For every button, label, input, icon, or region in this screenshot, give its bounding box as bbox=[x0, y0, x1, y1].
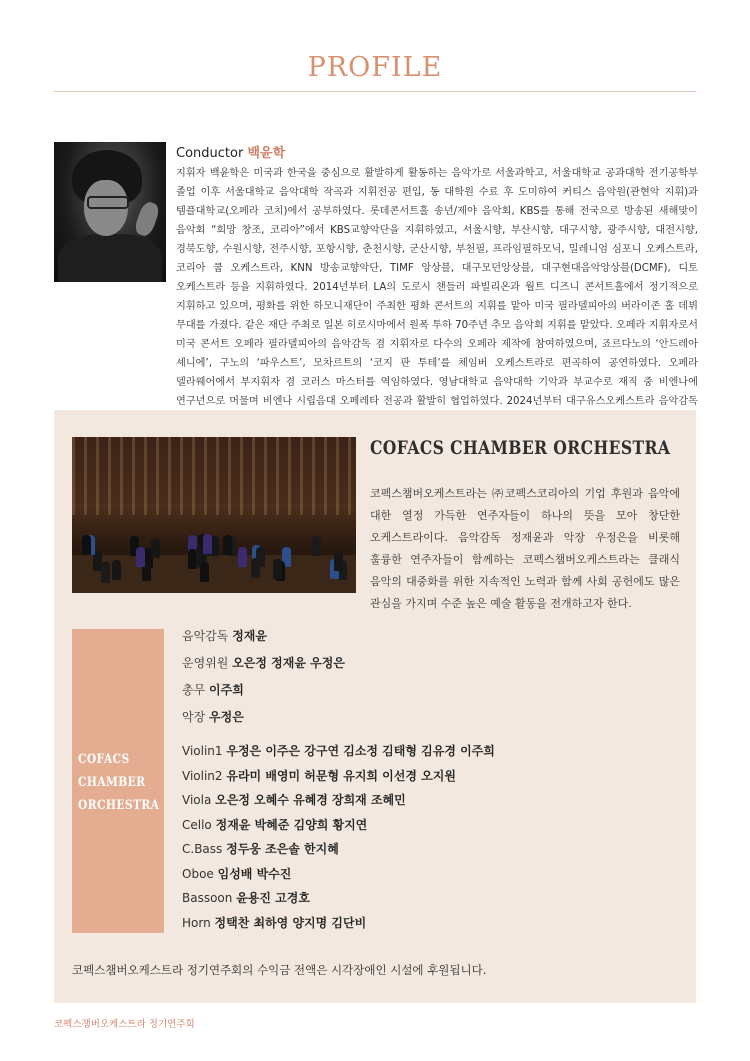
section-names: 우정은 이주은 강구연 김소정 김태형 김유경 이주희 bbox=[226, 744, 495, 758]
musician-figure bbox=[273, 559, 282, 579]
staff-item bbox=[182, 678, 345, 705]
section-role: C.Bass bbox=[182, 842, 223, 856]
staff-item bbox=[182, 651, 345, 678]
musician-figure bbox=[334, 551, 343, 571]
section-names: 정택찬 최하영 양지명 김단비 bbox=[214, 915, 367, 930]
staff-item bbox=[182, 705, 345, 732]
section-item bbox=[182, 789, 495, 814]
musician-figure bbox=[136, 547, 145, 567]
musician-figure bbox=[112, 560, 121, 580]
donation-notice: 코펙스챔버오케스트라 정기연주회의 수익금 전액은 시각장애인 시설에 후원됩니다. bbox=[72, 963, 487, 977]
musician-figure bbox=[151, 538, 160, 558]
section-item bbox=[182, 814, 495, 839]
section-item bbox=[182, 887, 495, 912]
orchestra-side-label bbox=[78, 748, 160, 817]
conductor-heading bbox=[176, 142, 285, 161]
conductor-name: 백윤학 bbox=[247, 146, 286, 161]
musician-figure bbox=[82, 535, 91, 555]
musician-figure bbox=[203, 534, 212, 554]
staff-names: 오은정 정재윤 우정은 bbox=[232, 656, 345, 670]
section-role: Horn bbox=[182, 915, 211, 930]
title-divider bbox=[54, 91, 696, 92]
section-item bbox=[182, 838, 495, 863]
section-names: 임성배 박수진 bbox=[217, 866, 292, 881]
musician-figure bbox=[251, 558, 260, 578]
section-item bbox=[182, 765, 495, 790]
side-label-line: CHAMBER bbox=[78, 775, 146, 790]
section-item bbox=[182, 740, 495, 765]
musician-figure bbox=[101, 563, 110, 583]
portrait-hand bbox=[133, 200, 162, 238]
page-title: PROFILE bbox=[307, 52, 443, 83]
staff-list bbox=[182, 624, 345, 732]
section-role: Bassoon bbox=[182, 891, 233, 905]
musician-figure bbox=[238, 547, 247, 567]
staff-item bbox=[182, 624, 345, 651]
orchestra-description: 코펙스챔버오케스트라는 ㈜코펙스코리아의 기업 후원과 음악에 대한 열정 가득한 연주자들이 하나의 뜻을 모아 창단한 오케스트라이다. 음악감독 정재윤과 악장 우정은을 비롯해 훌륭한 연주자들이 함께하는 코펙스챔버오케스트라는 클래식 음악의 대중화를 위한 지속적인 노력과 함께 사회 공헌에도 많은 관심을 가지며 수준 높은 예술 활동을 전개하고자 한다. bbox=[370, 487, 680, 610]
staff-names: 우정은 bbox=[209, 710, 244, 724]
musician-figure bbox=[312, 536, 321, 556]
conductor-portrait bbox=[54, 142, 166, 282]
section-item bbox=[182, 863, 495, 888]
staff-role: 총무 bbox=[182, 683, 206, 697]
section-role: Cello bbox=[182, 817, 212, 832]
section-names: 유라미 배영미 허문형 유지희 이선경 오지원 bbox=[226, 768, 456, 783]
section-role: Violin1 bbox=[182, 744, 223, 758]
conductor-bio: 지휘자 백윤학은 미국과 한국을 중심으로 활발하게 활동하는 음악가로 서울과학고, 서울대학교 공과대학 전기공학부 졸업 이후 서울대학교 음악대학 작곡과 지휘전공 편입, 동 대학원 수료 후 도미하여 커티스 음악원(관현악 지휘)과 템플대학교(오페라 코치)에서 공부하였다. 롯데콘서트홀 송년/제야 음악회, KBS를 통해 전국으로 방송된 새해맞이 음악회 “희망 창조, 코리아”에서 KBS교향악단을 지휘하였고, 서울시향, 부산시향, 대구시향, 광주시향, 대전시향, 경북도향, 수원시향, 전주시향, 포항시향, 춘천시향, 군산시향, 부천필, 프라임필하모닉, 밀레니엄 심포니 오케스트라, 코리아 쿱 오케스트라, KNN 방송교향악단, TIMF 앙상블, 대구모던앙상블, 대구현대음악앙상블(DCMF), 디토 오케스트라 등을 지휘하였다. 2014년부터 LA의 도로시 챈들러 파빌리온과 월트 디즈니 콘서트홀에서 정기적으로 지휘하고 있으며, 평화를 위한 하모니재단이 주최한 평화 콘서트의 지휘를 맡아 미국 필라델피아의 버라이존 홀 데뷔 무대를 가졌다. 같은 재단 주최로 일본 히로시마에서 원폭 투하 70주년 추모 음악회 지휘를 맡았다. 오페라 지휘자로서 미국 콘서트 오페라 필라델피아의 음악감독 겸 지휘자로 다수의 오페라 제작에 참여하였으며, 죠르다노의 ‘안드레아 셰니에’, 구노의 ‘파우스트’, 모차르트의 ‘코지 판 투테’를 체임버 오케스트라로 편곡하여 공연하였다. 오페라 델라웨어에서 부지휘자 겸 코러스 마스터를 역임하였다. 영남대학교 음악대학 기악과 부교수로 재직 중 비엔나에 연구년으로 머물며 비엔나 시립음대 오페레타 전공과 활발히 협업하였다. 2024년부터 대구유스오케스트라 음악감독 bbox=[176, 168, 698, 407]
side-label-line: COFACS bbox=[78, 752, 130, 767]
staff-role: 음악감독 bbox=[182, 629, 229, 643]
orchestra-photo bbox=[72, 437, 356, 593]
section-list bbox=[182, 740, 495, 936]
hall-wood-panels bbox=[72, 437, 356, 515]
portrait-glasses bbox=[87, 196, 129, 209]
staff-role: 악장 bbox=[182, 710, 206, 724]
portrait-body bbox=[58, 234, 162, 282]
section-names: 윤용진 고경호 bbox=[236, 891, 310, 905]
section-role: Oboe bbox=[182, 866, 214, 881]
orchestra-title: COFACS CHAMBER ORCHESTRA bbox=[370, 437, 671, 459]
conductor-role: Conductor bbox=[176, 146, 244, 161]
section-names: 정두웅 조은솔 한지혜 bbox=[226, 842, 339, 856]
staff-role: 운영위원 bbox=[182, 656, 229, 670]
section-names: 오은정 오혜수 유혜경 장희재 조혜민 bbox=[215, 793, 406, 807]
section-item bbox=[182, 912, 495, 937]
footer-text: 코펙스챔버오케스트라 정기연주회 bbox=[54, 1019, 195, 1030]
section-role: Violin2 bbox=[182, 768, 223, 783]
musician-figure bbox=[223, 535, 232, 555]
side-label-line: ORCHESTRA bbox=[78, 798, 160, 813]
staff-names: 정재윤 bbox=[232, 629, 267, 643]
staff-names: 이주희 bbox=[209, 683, 244, 697]
musician-figure bbox=[200, 562, 209, 582]
section-names: 정재윤 박혜준 김양희 황지연 bbox=[215, 817, 368, 832]
section-role: Viola bbox=[182, 793, 212, 807]
